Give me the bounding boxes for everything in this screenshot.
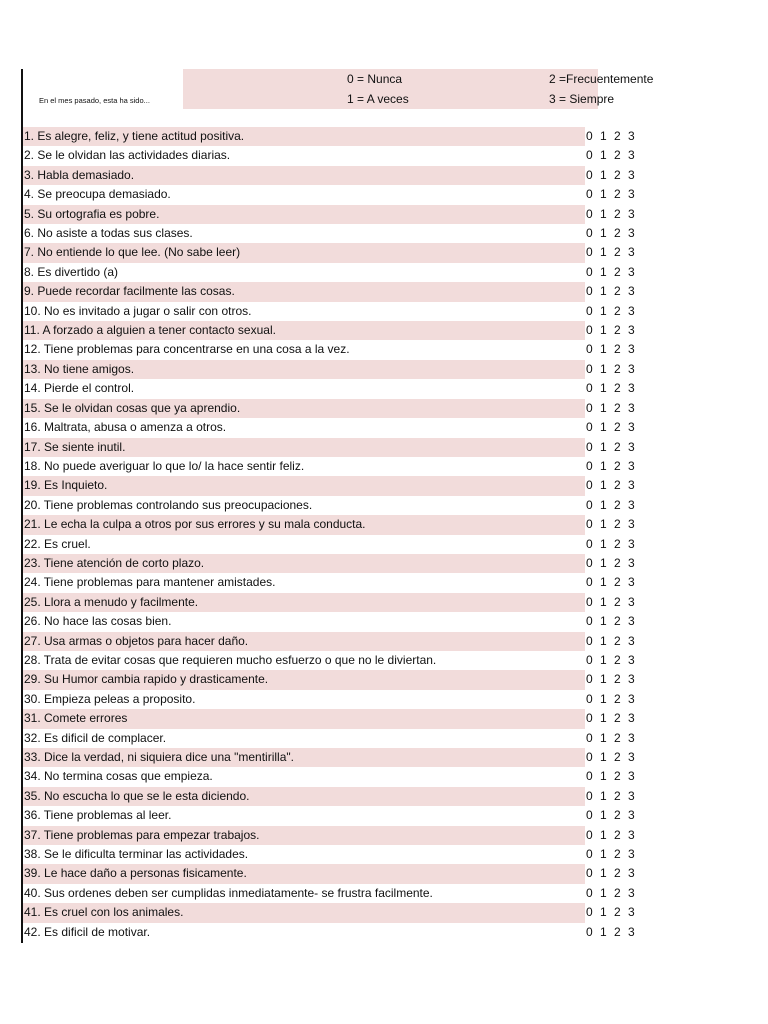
question-text: 36. Tiene problemas al leer. xyxy=(24,808,172,823)
question-text: 25. Llora a menudo y facilmente. xyxy=(23,593,585,612)
question-row xyxy=(23,340,643,359)
answer-scale[interactable]: 0 1 2 3 xyxy=(586,381,635,396)
answer-scale[interactable]: 0 1 2 3 xyxy=(586,555,635,570)
question-text: 11. A forzado a alguien a tener contacto sexual. xyxy=(23,321,585,340)
question-row xyxy=(23,515,643,534)
question-row xyxy=(23,282,643,301)
question-row xyxy=(23,612,643,631)
question-row xyxy=(23,263,643,282)
question-text: 15. Se le olvidan cosas que ya aprendio. xyxy=(23,399,585,418)
question-row xyxy=(23,826,643,845)
answer-scale[interactable]: 0 1 2 3 xyxy=(586,245,635,260)
question-row xyxy=(23,438,643,457)
question-row xyxy=(23,864,643,883)
question-text: 42. Es dificil de motivar. xyxy=(24,924,151,939)
question-text: 7. No entiende lo que lee. (No sabe leer) xyxy=(23,243,585,262)
question-row xyxy=(23,632,643,651)
question-row xyxy=(23,243,643,262)
question-text: 6. No asiste a todas sus clases. xyxy=(24,226,193,241)
legend-nunca: 0 = Nunca xyxy=(347,72,403,86)
answer-scale[interactable]: 0 1 2 3 xyxy=(586,148,635,163)
question-text: 16. Maltrata, abusa o amenza a otros. xyxy=(24,420,227,435)
question-text: 34. No termina cosas que empieza. xyxy=(24,769,213,784)
question-row xyxy=(23,729,643,748)
answer-scale[interactable]: 0 1 2 3 xyxy=(586,866,635,881)
answer-scale[interactable]: 0 1 2 3 xyxy=(586,672,635,687)
answer-scale[interactable]: 0 1 2 3 xyxy=(586,187,635,202)
answer-scale[interactable]: 0 1 2 3 xyxy=(586,497,635,512)
question-text: 2. Se le olvidan las actividades diarias. xyxy=(24,148,231,163)
answer-scale[interactable]: 0 1 2 3 xyxy=(586,167,635,182)
question-text: 35. No escucha lo que se le esta diciendo. xyxy=(23,787,585,806)
question-row xyxy=(23,185,643,204)
question-text: 17. Se siente inutil. xyxy=(23,438,585,457)
question-text: 1. Es alegre, feliz, y tiene actitud positiva. xyxy=(23,127,585,146)
question-row xyxy=(23,146,643,165)
question-row xyxy=(23,224,643,243)
question-row xyxy=(23,554,643,573)
answer-scale[interactable]: 0 1 2 3 xyxy=(586,905,635,920)
answer-scale[interactable]: 0 1 2 3 xyxy=(586,652,635,667)
questionnaire-items xyxy=(23,127,643,942)
question-row xyxy=(23,476,643,495)
question-text: 21. Le echa la culpa a otros por sus errores y su mala conducta. xyxy=(23,515,585,534)
question-row xyxy=(23,845,643,864)
answer-scale[interactable]: 0 1 2 3 xyxy=(586,226,635,241)
question-text: 9. Puede recordar facilmente las cosas. xyxy=(23,282,585,301)
question-row xyxy=(23,787,643,806)
question-row xyxy=(23,127,643,146)
question-row xyxy=(23,321,643,340)
question-text: 18. No puede averiguar lo que lo/ la hace sentir feliz. xyxy=(24,458,305,473)
question-row xyxy=(23,903,643,922)
answer-scale[interactable]: 0 1 2 3 xyxy=(586,711,635,726)
legend-frecuentemente: 2 =Frecuentemente xyxy=(549,72,654,86)
question-text: 30. Empieza peleas a proposito. xyxy=(24,691,196,706)
question-text: 24. Tiene problemas para mantener amistades. xyxy=(24,575,276,590)
legend-siempre: 3 = Siempre xyxy=(549,92,615,106)
question-text: 20. Tiene problemas controlando sus preocupaciones. xyxy=(24,497,313,512)
question-text: 12. Tiene problemas para concentrarse en una cosa a la vez. xyxy=(24,342,350,357)
question-text: 38. Se le dificulta terminar las actividades. xyxy=(24,847,249,862)
answer-scale[interactable]: 0 1 2 3 xyxy=(586,323,635,338)
question-row xyxy=(23,923,643,942)
question-row xyxy=(23,302,643,321)
question-row xyxy=(23,399,643,418)
answer-scale[interactable]: 0 1 2 3 xyxy=(586,750,635,764)
answer-scale[interactable]: 0 1 2 3 xyxy=(586,400,635,415)
question-row xyxy=(23,593,643,612)
answer-scale[interactable]: 0 1 2 3 xyxy=(586,361,635,376)
question-row xyxy=(23,496,643,515)
question-row xyxy=(23,205,643,224)
question-row xyxy=(23,709,643,728)
answer-scale[interactable]: 0 1 2 3 xyxy=(586,575,635,590)
question-text: 13. No tiene amigos. xyxy=(23,360,585,379)
legend-a-veces: 1 = A veces xyxy=(347,92,409,106)
answer-scale[interactable]: 0 1 2 3 xyxy=(586,536,635,551)
answer-scale[interactable]: 0 1 2 3 xyxy=(586,730,635,745)
answer-scale[interactable]: 0 1 2 3 xyxy=(586,458,635,473)
question-text: 23. Tiene atención de corto plazo. xyxy=(23,554,585,573)
answer-scale[interactable]: 0 1 2 3 xyxy=(586,885,635,900)
answer-scale[interactable]: 0 1 2 3 xyxy=(586,633,635,648)
question-text: 39. Le hace daño a personas fisicamente. xyxy=(23,864,585,883)
question-text: 28. Trata de evitar cosas que requieren mucho esfuerzo o que no le diviertan. xyxy=(24,652,437,667)
question-row xyxy=(23,884,643,903)
question-row xyxy=(23,651,643,670)
answer-scale[interactable]: 0 1 2 3 xyxy=(586,420,635,435)
header-prompt: En el mes pasado, esta ha sido... xyxy=(39,96,150,105)
question-row xyxy=(23,418,643,437)
question-text: 32. Es dificil de complacer. xyxy=(24,730,167,745)
answer-scale[interactable]: 0 1 2 3 xyxy=(586,206,635,221)
question-row xyxy=(23,457,643,476)
answer-scale[interactable]: 0 1 2 3 xyxy=(586,691,635,706)
question-text: 37. Tiene problemas para empezar trabajos. xyxy=(23,826,585,845)
question-row xyxy=(23,360,643,379)
question-text: 3. Habla demasiado. xyxy=(23,166,585,185)
answer-scale[interactable]: 0 1 2 3 xyxy=(586,808,635,823)
question-text: 33. Dice la verdad, ni siquiera dice una "mentirilla". xyxy=(23,748,585,767)
question-text: 41. Es cruel con los animales. xyxy=(23,903,585,922)
question-row xyxy=(23,166,643,185)
answer-scale[interactable]: 0 1 2 3 xyxy=(586,342,635,357)
question-row xyxy=(23,748,643,767)
answer-scale[interactable]: 0 1 2 3 xyxy=(586,517,635,532)
question-row xyxy=(23,379,643,398)
question-text: 31. Comete errores xyxy=(23,709,585,728)
question-row xyxy=(23,806,643,825)
answer-scale[interactable]: 0 1 2 3 xyxy=(586,303,635,318)
question-text: 4. Se preocupa demasiado. xyxy=(24,187,171,202)
question-text: 5. Su ortografia es pobre. xyxy=(23,205,585,224)
answer-scale[interactable]: 0 1 2 3 xyxy=(586,264,635,279)
question-text: 19. Es Inquieto. xyxy=(23,476,585,495)
legend-box xyxy=(183,69,654,109)
question-text: 22. Es cruel. xyxy=(24,536,91,551)
answer-scale[interactable]: 0 1 2 3 xyxy=(586,827,635,842)
question-text: 26. No hace las cosas bien. xyxy=(24,614,172,629)
question-row xyxy=(23,670,643,689)
question-row xyxy=(23,573,643,592)
question-text: 8. Es divertido (a) xyxy=(24,264,119,279)
answer-scale[interactable]: 0 1 2 3 xyxy=(586,847,635,862)
answer-scale[interactable]: 0 1 2 3 xyxy=(586,924,635,939)
questionnaire-header xyxy=(23,69,654,109)
question-text: 14. Pierde el control. xyxy=(24,381,135,396)
answer-scale[interactable]: 0 1 2 3 xyxy=(586,594,635,609)
answer-scale[interactable]: 0 1 2 3 xyxy=(586,439,635,454)
question-text: 27. Usa armas o objetos para hacer daño. xyxy=(23,632,585,651)
question-row xyxy=(23,690,643,709)
answer-scale[interactable]: 0 1 2 3 xyxy=(586,129,635,143)
answer-scale[interactable]: 0 1 2 3 xyxy=(586,788,635,803)
answer-scale[interactable]: 0 1 2 3 xyxy=(586,478,635,493)
question-text: 40. Sus ordenes deben ser cumplidas inmediatamente- se frustra facilmente. xyxy=(24,885,433,900)
answer-scale[interactable]: 0 1 2 3 xyxy=(586,284,635,299)
question-row xyxy=(23,767,643,786)
question-row xyxy=(23,535,643,554)
question-text: 29. Su Humor cambia rapido y drasticamente. xyxy=(23,670,585,689)
answer-scale[interactable]: 0 1 2 3 xyxy=(586,769,635,784)
question-text: 10. No es invitado a jugar o salir con otros. xyxy=(24,303,252,318)
answer-scale[interactable]: 0 1 2 3 xyxy=(586,614,635,629)
